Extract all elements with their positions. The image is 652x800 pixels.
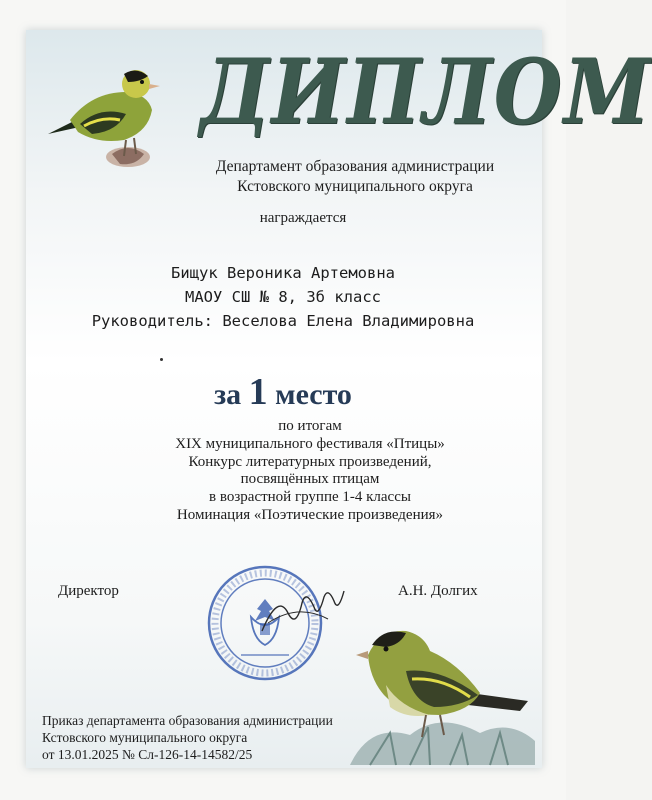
department-line-2: Кстовского муниципального округа [237, 178, 473, 195]
recipient-school: МАОУ СШ № 8, 3б класс [185, 288, 381, 306]
place-number: 1 [248, 371, 268, 413]
director-name: А.Н. Долгих [398, 583, 478, 599]
diploma-title: ДИПЛОМ [200, 39, 652, 145]
place-prefix: за [214, 378, 242, 411]
details-line: XIX муниципального фестиваля «Птицы» [175, 435, 445, 452]
recipient-supervisor: Руководитель: Веселова Елена Владимировна [91, 312, 475, 330]
order-line-1: Приказ департамента образования администрации [42, 713, 333, 728]
recipient-name: Бищук Вероника Артемовна [171, 264, 395, 282]
director-label: Директор [58, 583, 119, 599]
order-line-2: Кстовского муниципального округа [42, 730, 248, 745]
place-suffix: место [275, 378, 352, 411]
siskin-bird-icon [40, 62, 165, 177]
details-line: по итогам [278, 418, 342, 434]
department-line-1: Департамент образования администрации [215, 158, 495, 175]
siskin-bird-icon [350, 615, 535, 765]
details-line: Номинация «Поэтические произведения» [176, 506, 444, 523]
director-signature [258, 583, 348, 643]
scan-speck [160, 358, 163, 361]
award-details [80, 418, 540, 525]
awarded-label: награждается [259, 210, 347, 226]
order-line-3: от 13.01.2025 № Сл-126-14-14582/25 [42, 747, 253, 762]
order-reference [42, 712, 333, 763]
place-heading [0, 370, 566, 414]
details-line: Конкурс литературных произведений, [188, 453, 432, 470]
details-line: посвящённых птицам [240, 471, 380, 488]
details-line: в возрастной группе 1-4 классы [209, 489, 411, 506]
department-name [165, 157, 545, 197]
